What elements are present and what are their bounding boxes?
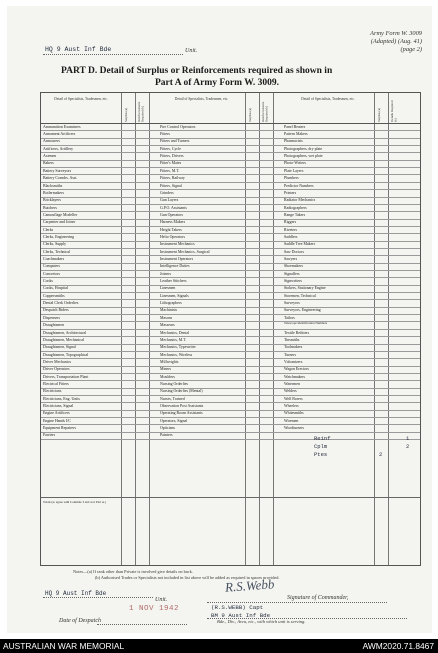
specialist-trade: Masons bbox=[160, 315, 173, 320]
specialist-trade: Concretors bbox=[43, 271, 61, 276]
specialist-trade: Watermen bbox=[284, 381, 300, 386]
specialist-trade: Butchers bbox=[43, 205, 57, 210]
specialist-trade: G.P.O. Assistants bbox=[160, 205, 187, 210]
specialist-trade: Sawyers bbox=[284, 257, 298, 261]
part-d-title: PART D. Detail of Surplus or Reinforcements required as shown in bbox=[61, 66, 333, 76]
specialist-trade: Electricians, Eng. Units bbox=[43, 396, 80, 401]
specialist-trade: Fitters, Cycle bbox=[160, 146, 181, 151]
specialist-trade: Boilermakers bbox=[43, 190, 64, 195]
specialist-trade: Shoemakers bbox=[284, 264, 304, 269]
note-b: (b) Authorised Trades or Specialists not included in list above will be added as required in spaces provided. bbox=[95, 575, 280, 580]
specialist-trade: Textile Refitters bbox=[284, 330, 310, 335]
specialist-trade: Ammunition Examiners bbox=[43, 124, 81, 129]
totals-rule bbox=[41, 497, 420, 498]
specialist-trade: Intelligence Duties bbox=[160, 264, 190, 269]
specialist-trade: Linesmen, Signals bbox=[160, 293, 189, 298]
specialist-trade: Panel Beaters bbox=[284, 124, 306, 129]
specialist-trade: Nursing Orderlies bbox=[160, 381, 188, 386]
specialist-trade: Equipment Repairers bbox=[43, 426, 76, 431]
specialist-trade: Watchmakers bbox=[284, 374, 306, 379]
column-header-surplus: Surplus (a) bbox=[248, 107, 252, 122]
column-header-required: Details Required (b) bbox=[390, 100, 398, 122]
specialist-trade: Tinsmiths bbox=[284, 337, 300, 342]
specialist-trade: Blacksmiths bbox=[43, 183, 63, 188]
specialist-trade: Draughtsmen, Topographical bbox=[43, 352, 89, 357]
unit-serving-value: BM 9 Aust Inf Bde bbox=[211, 612, 271, 619]
specialist-trade: Instrument Mechanics bbox=[160, 242, 195, 247]
specialist-trade: Electricians bbox=[43, 389, 62, 394]
specialist-trade: Height Takers bbox=[160, 227, 182, 232]
specialist-trade: Turners bbox=[284, 352, 296, 357]
specialist-trade: Instrument Operators bbox=[160, 257, 194, 261]
specialist-trade: Mechanics, Typewriter bbox=[160, 345, 196, 350]
specialist-trade: Electricians, Signal bbox=[43, 404, 74, 408]
specialist-trade: Pattern Makers bbox=[284, 132, 308, 137]
specialist-trade: Storemen, Technical bbox=[284, 293, 316, 298]
specialist-trade: Fitters, Signal bbox=[160, 183, 182, 188]
specialist-trade: Welders bbox=[284, 389, 297, 394]
specialist-trade: Joiners bbox=[160, 271, 172, 276]
specialist-trade: Drivers, Transportation Plant bbox=[43, 374, 89, 379]
specialist-trade: Draughtsmen, Signal bbox=[43, 345, 76, 350]
column-header-required: Reinforcements Required (b) bbox=[137, 101, 145, 122]
unit-underline bbox=[43, 54, 183, 55]
specialist-trade: Battery Surveyors bbox=[43, 168, 72, 173]
specialist-trade: Battery Comdrs. Asst. bbox=[43, 176, 78, 181]
specialist-trade: Well Borers bbox=[284, 396, 303, 401]
specialist-trade: Plumbers bbox=[284, 176, 299, 181]
unit-label: Unit. bbox=[185, 48, 198, 54]
specialist-trade: Toolmakers bbox=[284, 345, 303, 350]
specialist-trade: Fitters, M.T. bbox=[160, 168, 180, 173]
specialist-trade: Driver Mechanics bbox=[43, 359, 71, 364]
date-label: Date of Despatch bbox=[59, 618, 101, 624]
typed-entry-count: 2 bbox=[406, 443, 410, 451]
unit-value: HQ 9 Aust Inf Bde bbox=[45, 46, 112, 53]
specialist-trade: Opticians bbox=[160, 426, 175, 431]
specialist-trade: Cooks bbox=[43, 279, 53, 284]
archive-strip bbox=[0, 639, 438, 653]
specialist-trade: Range Takers bbox=[284, 212, 306, 217]
specialist-trade: Computers bbox=[43, 264, 61, 269]
typed-entry-label: Ptes bbox=[314, 451, 328, 459]
specialist-trade: Draughtsmen, Mechanical bbox=[43, 337, 85, 342]
specialist-trade: Linesmen bbox=[160, 286, 176, 291]
specialist-trade: Fire Control Operators bbox=[160, 124, 196, 129]
note-a: Notes—(a) If rank other than Private is involved give details on back. bbox=[73, 569, 193, 574]
totals-label: Totals (to agree with Columns 3 and 4 of Part A.) bbox=[43, 501, 106, 505]
specialist-trade: Despatch Riders bbox=[43, 308, 69, 313]
specialist-trade: Farriers bbox=[43, 433, 56, 438]
specialist-trade: Dispensers bbox=[43, 315, 61, 320]
specialist-trade: Radiographers bbox=[284, 205, 307, 210]
specialist-trade: Draughtsmen bbox=[43, 323, 64, 328]
specialist-trade: Bricklayers bbox=[43, 198, 61, 203]
specialist-trade: Millwrights bbox=[160, 359, 179, 364]
specialist-trade: Vulcanizers bbox=[284, 359, 303, 364]
specialist-trade: Tailors bbox=[284, 315, 295, 320]
footer-unit-underline bbox=[43, 597, 153, 598]
typed-entry-count: 1 bbox=[406, 435, 410, 443]
specialist-trade: Saddle Tree Makers bbox=[284, 242, 316, 247]
specialist-trade: Axemen bbox=[43, 154, 57, 159]
form-number: Army Form W. 3009 (Adapted) (Aug. 41) (page 2) bbox=[370, 30, 422, 53]
specialist-trade: Fitters bbox=[160, 132, 170, 137]
specialist-trade: Fitters and Turners bbox=[160, 139, 190, 144]
specialist-trade: Clerks, Technical bbox=[43, 249, 71, 254]
specialist-trade: Coppersmiths bbox=[43, 293, 65, 298]
specialist-trade: Miners bbox=[160, 367, 172, 372]
archive-item-id: AWM2020.71.8467 bbox=[362, 641, 434, 651]
specialist-trade: Leather Stitchers bbox=[160, 279, 187, 284]
specialist-trade: Stokers, Stationary Engine bbox=[284, 286, 326, 291]
specialist-trade: Mechanics, Dental bbox=[160, 330, 190, 335]
specialist-trade: Engine Artificers bbox=[43, 411, 70, 416]
specialist-trade: Electrical Fitters bbox=[43, 381, 69, 386]
footer-unit-value: HQ 9 Aust Inf Bde bbox=[45, 590, 107, 597]
specialist-trade: Telescope Identification Numbers bbox=[284, 322, 328, 326]
column-header-detail: Detail of Specialists, Tradesmen, etc. bbox=[174, 97, 229, 101]
specialist-trade: Grinders bbox=[160, 190, 174, 195]
signature-underline bbox=[207, 602, 387, 603]
specialist-trade: Wagon Erectors bbox=[284, 367, 309, 372]
column-header-required: Reinforcements Required (b) bbox=[261, 101, 269, 122]
specialist-trade: Instrument Mechanics, Surgical bbox=[160, 249, 210, 254]
specialist-trade: Photographers, dry plate bbox=[284, 146, 323, 151]
typed-entry-label: Cplm bbox=[314, 443, 328, 451]
specialist-trade: Cooks, Hospital bbox=[43, 286, 69, 291]
specialist-trade: Wheelers bbox=[284, 404, 299, 408]
specialist-trade: Riveters bbox=[284, 227, 297, 232]
archive-institution: AUSTRALIAN WAR MEMORIAL bbox=[3, 641, 125, 651]
specialist-trade: Mechanics, Wireless bbox=[160, 352, 193, 357]
specialist-trade: Whitesmiths bbox=[284, 411, 304, 416]
unit-serving-label: Bde., Div., Area, etc., with which unit is serving. bbox=[217, 619, 306, 624]
specialist-trade: Mechanics, M.T. bbox=[160, 337, 187, 342]
specialist-trade: Photo-Writers bbox=[284, 161, 306, 166]
specialist-trade: Dental Clerk Orderlies bbox=[43, 301, 79, 306]
signature-label: Signature of Commander, bbox=[287, 595, 349, 601]
specialist-trade: Painters bbox=[160, 433, 173, 438]
specialist-trade: Photographers, wet plate bbox=[284, 154, 323, 159]
column-header-surplus: Surplus (a) bbox=[124, 107, 128, 122]
specialist-trade: Gun Layers bbox=[160, 198, 179, 203]
specialist-trade: Fitters, Drivers bbox=[160, 154, 184, 159]
specialist-trade: Coachmakers bbox=[43, 257, 65, 261]
specialist-trade: Carpenter and Joiner bbox=[43, 220, 76, 225]
specialist-trade: Woodturners bbox=[284, 426, 304, 431]
specialist-trade: Camouflage Modeller bbox=[43, 212, 78, 217]
specialist-trade: Predictor Numbers bbox=[284, 183, 314, 188]
specialist-trade: Pharmacists bbox=[284, 139, 303, 144]
specialist-trade: Lithographers bbox=[160, 301, 182, 306]
column-header-detail: Detail of Specialists, Tradesmen, etc. bbox=[301, 97, 355, 101]
specialist-trade: Clerks, Engineering bbox=[43, 234, 75, 239]
specialist-trade: Signallers bbox=[284, 271, 300, 276]
specialist-trade: Armament Artificers bbox=[43, 132, 76, 137]
specialist-trade: Clerks, Supply bbox=[43, 242, 67, 247]
specialist-trade: Harness Makers bbox=[160, 220, 186, 225]
specialist-trade: Helio Operators bbox=[160, 234, 185, 239]
typed-entry-count: 2 bbox=[379, 451, 383, 459]
specialist-trade: Engine Hands I/C bbox=[43, 418, 71, 423]
specialist-trade: Saddlers bbox=[284, 234, 298, 239]
specialist-trade: Moulders bbox=[160, 374, 175, 379]
specialist-trade: Nurses, Trained bbox=[160, 396, 185, 401]
handwritten-signature: R.S.Webb bbox=[224, 576, 275, 595]
specialist-trade: Machinists bbox=[160, 308, 178, 313]
specialist-trade: Operators, Signal bbox=[160, 418, 188, 423]
signature-typed-name: (R.S.WEBB) Capt bbox=[211, 604, 264, 611]
specialist-trade: Masseurs bbox=[160, 323, 175, 328]
specialist-trade: Operating Room Assistants bbox=[160, 411, 203, 416]
specialist-trade: Plate Layers bbox=[284, 168, 304, 173]
specialist-trade: Signwriters bbox=[284, 279, 302, 284]
specialist-trade: Radiator Mechanics bbox=[284, 198, 316, 203]
date-underline bbox=[97, 624, 187, 625]
specialist-trade: Wiremen bbox=[284, 418, 299, 423]
part-d-subtitle: Part A of Army Form W. 3009. bbox=[155, 78, 280, 88]
date-stamp: 1 NOV 1942 bbox=[129, 605, 180, 613]
form-sheet bbox=[7, 6, 432, 633]
specialist-trade: Clerks bbox=[43, 227, 54, 232]
specialist-trade: Bakers bbox=[43, 161, 54, 166]
specialist-trade: Armourers bbox=[43, 139, 60, 144]
typed-entry-label: Reinf bbox=[314, 435, 331, 443]
specialist-trade: Driver Operators bbox=[43, 367, 70, 372]
specialists-table bbox=[40, 92, 421, 566]
specialist-trade: Nursing Orderlies (Mental) bbox=[160, 389, 203, 394]
specialist-trade: Fitters, Railway bbox=[160, 176, 185, 181]
specialist-trade: Saw Doctors bbox=[284, 249, 304, 254]
column-header-detail: Detail of Specialists, Tradesmen, etc. bbox=[54, 97, 108, 101]
specialist-trade: Surveyors, Engineering bbox=[284, 308, 321, 313]
specialist-trade: Gun Operators bbox=[160, 212, 184, 217]
specialist-trade: Riggers bbox=[284, 220, 297, 225]
specialist-trade: Artificers, Artillery bbox=[43, 146, 74, 151]
specialist-trade: Observation Post Assistants bbox=[160, 404, 204, 408]
specialist-trade: Draughtsmen, Architectural bbox=[43, 330, 87, 335]
column-header-surplus: Surplus (a) bbox=[377, 107, 381, 122]
footer-unit-label: Unit. bbox=[155, 597, 168, 603]
specialist-trade: Printers bbox=[284, 190, 297, 195]
table-row-rule bbox=[41, 439, 420, 440]
specialist-trade: Surveyors bbox=[284, 301, 300, 306]
specialist-trade: Fitter's Mates bbox=[160, 161, 182, 166]
